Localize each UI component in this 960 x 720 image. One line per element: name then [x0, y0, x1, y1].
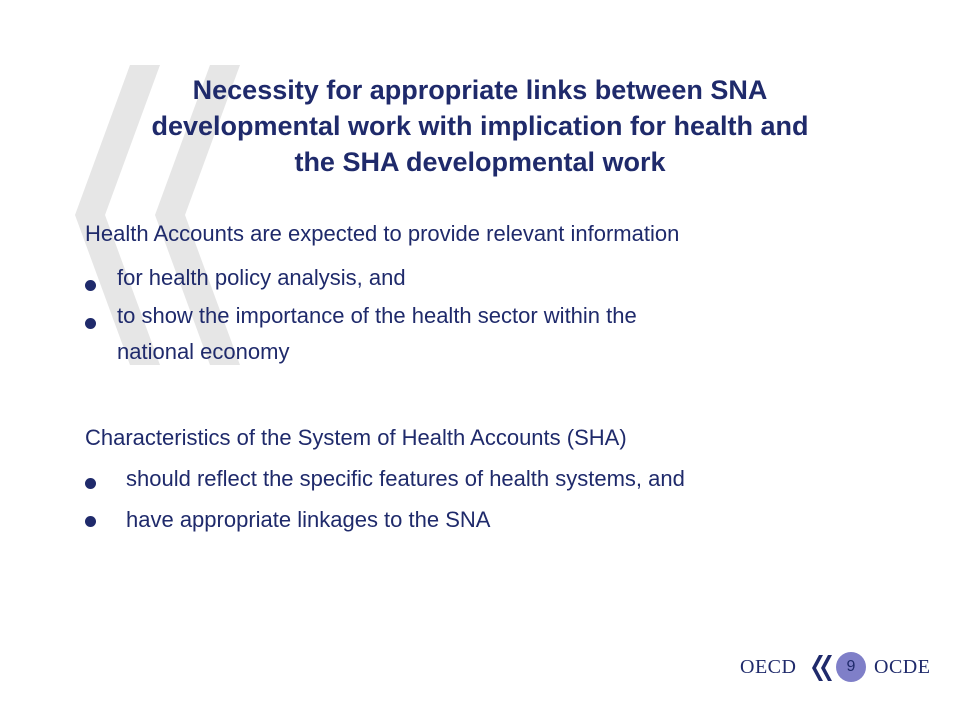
- section2-heading: Characteristics of the System of Health Accounts (SHA): [85, 425, 627, 450]
- title-line-2: developmental work with implication for health and: [151, 111, 809, 141]
- section2-bullet-2: have appropriate linkages to the SNA: [126, 507, 491, 532]
- section1-bullet-2: to show the importance of the health sector within the: [117, 303, 637, 328]
- section1-heading: Health Accounts are expected to provide relevant information: [85, 221, 680, 246]
- logo-text-oecd: OECD: [740, 656, 797, 678]
- title-line-1: Necessity for appropriate links between SNA: [192, 75, 768, 105]
- title-line-3: the SHA developmental work: [294, 147, 666, 177]
- section1-bullet-2-continued: national economy: [117, 339, 290, 364]
- slide-title: [60, 72, 900, 180]
- page-number: 9: [836, 652, 866, 682]
- section1-bullet-1: for health policy analysis, and: [117, 265, 406, 290]
- bullet-icon: [85, 516, 96, 527]
- section2-bullet-1: should reflect the specific features of health systems, and: [126, 466, 685, 491]
- bullet-icon: [85, 318, 96, 329]
- bullet-icon: [85, 280, 96, 291]
- oecd-footer-logo: [740, 652, 930, 684]
- oecd-logo-quotes-icon: [810, 654, 838, 682]
- logo-text-ocde: OCDE: [874, 656, 931, 678]
- bullet-icon: [85, 478, 96, 489]
